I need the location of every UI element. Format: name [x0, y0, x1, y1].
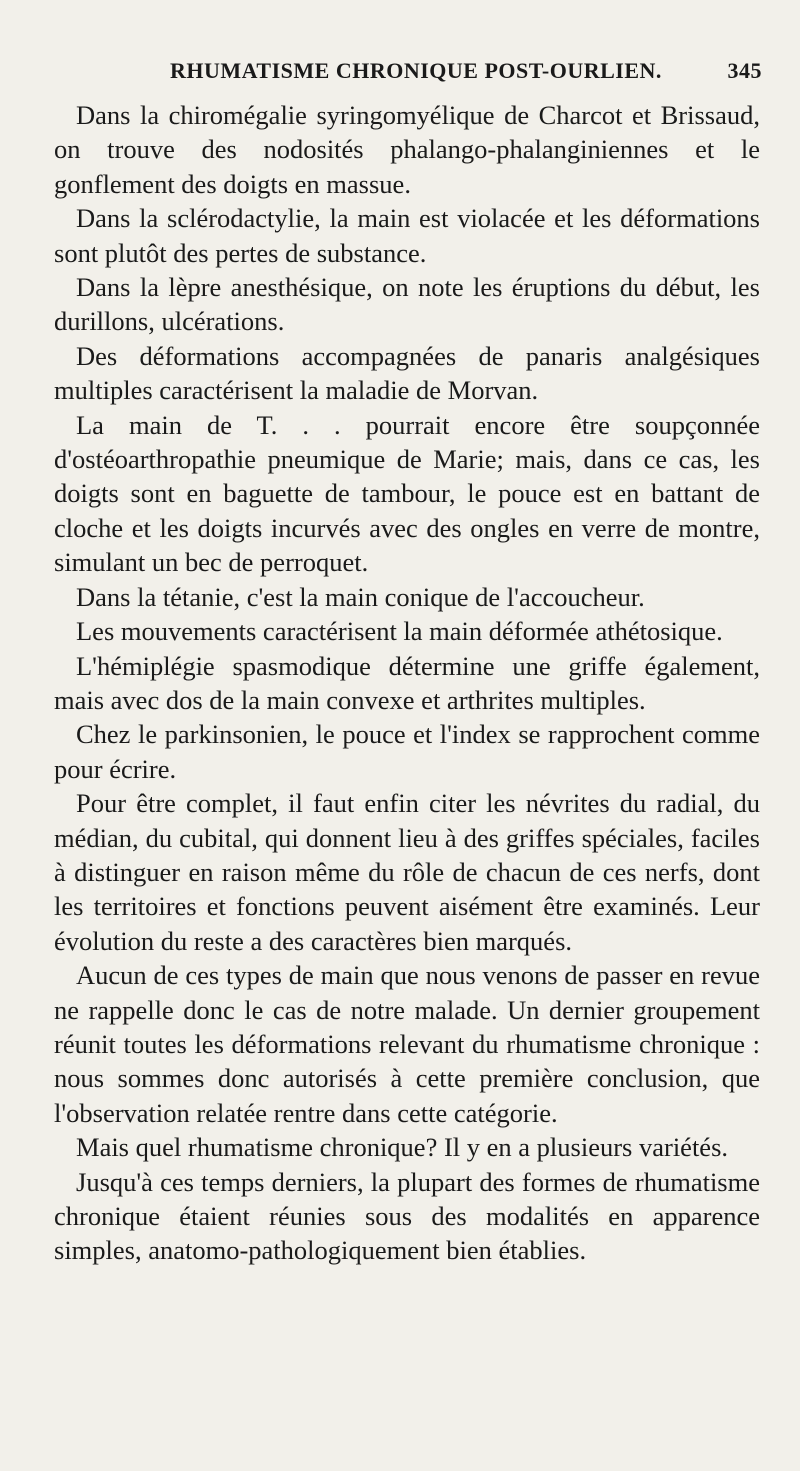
paragraph: Chez le parkinsonien, le pouce et l'index se rapprochent comme pour écrire. [54, 719, 760, 784]
paragraph: Aucun de ces types de main que nous venons de passer en revue ne rappelle donc le cas de notre malade. Un dernier groupement réunit toutes les déformations relevant du rhumatisme chronique : nous sommes donc autorisés à cette première conclusion, que l'observation relatée rentre dans cette catégorie. [54, 960, 760, 1128]
paragraph: Jusqu'à ces temps derniers, la plupart des formes de rhumatisme chronique étaient réunies sous des modalités en apparence simples, anatomo-pathologiquement bien établies. [54, 1166, 760, 1266]
body-text [54, 98, 760, 1268]
paragraph: Pour être complet, il faut enfin citer les névrites du radial, du médian, du cubital, qui donnent lieu à des griffes spéciales, faciles à distinguer en raison même du rôle de chacun de ces nerfs, dont les territoires et fonctions peuvent aisément être examinés. Leur évolution du reste a des caractères bien marqués. [54, 788, 760, 956]
paragraph: Les mouvements caractérisent la main déformée athétosique. [76, 616, 723, 647]
paragraph: Dans la sclérodactylie, la main est violacée et les déformations sont plutôt des pertes de substance. [54, 203, 760, 268]
running-header [170, 58, 762, 92]
paragraph: Des déformations accompagnées de panaris analgésiques multiples caractérisent la maladie de Morvan. [54, 340, 760, 406]
paragraph: Dans la chiromégalie syringomyélique de Charcot et Brissaud, on trouve des nodosités phalango-phalanginiennes et le gonflement des doigts en massue. [54, 100, 760, 199]
paragraph: La main de T. . . pourrait encore être soupçonnée d'ostéoarthropathie pneumique de Marie; mais, dans ce cas, les doigts sont en baguette de tambour, le pouce est en battant de cloche et les doigts incurvés avec des ongles en verre de montre, simulant un bec de perroquet. [54, 409, 760, 578]
paragraph: Mais quel rhumatisme chronique? Il y en a plusieurs variétés. [76, 1132, 729, 1163]
running-title: RHUMATISME CHRONIQUE POST-OURLIEN. [170, 58, 662, 83]
paragraph: L'hémiplégie spasmodique détermine une griffe également, mais avec dos de la main convexe et arthrites multiples. [54, 650, 760, 715]
paragraph: Dans la tétanie, c'est la main conique de l'accoucheur. [76, 581, 645, 612]
page-number: 345 [727, 58, 762, 83]
paragraph: Dans la lèpre anesthésique, on note les éruptions du début, les durillons, ulcérations. [54, 272, 760, 337]
